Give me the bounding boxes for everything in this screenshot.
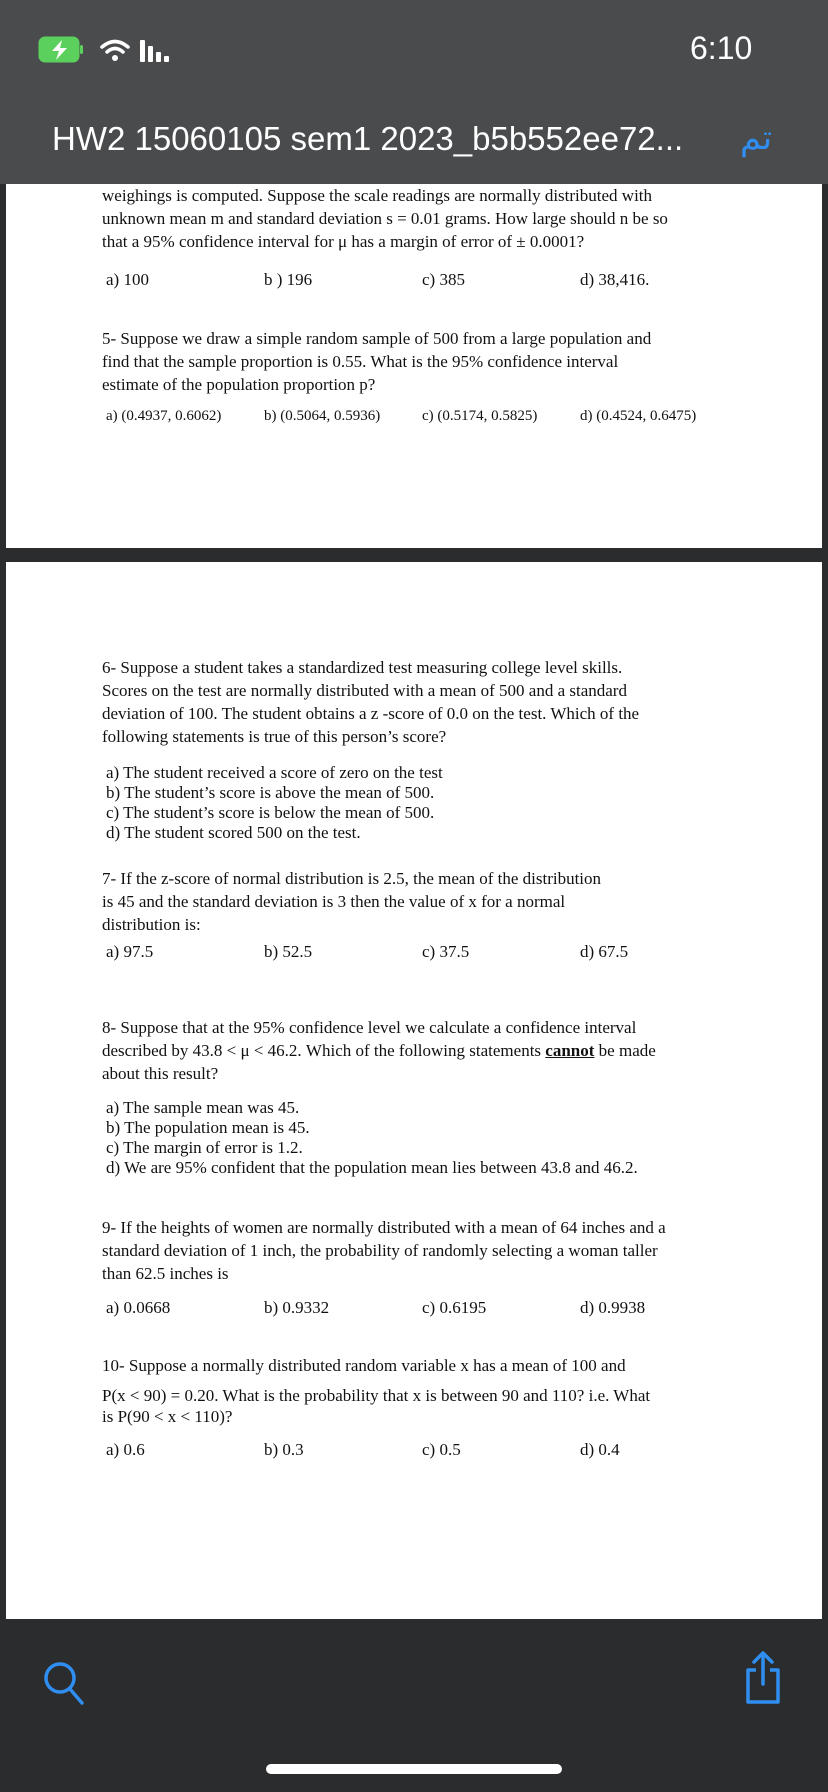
document-title: HW2 15060105 sem1 2023_b5b552ee72...: [52, 120, 684, 157]
question-7-text: is 45 and the standard deviation is 3 then the value of x for a normal: [102, 892, 566, 911]
home-indicator[interactable]: [266, 1764, 562, 1774]
done-button[interactable]: تم: [740, 119, 773, 157]
document-page-1: [6, 184, 822, 548]
question-9-option: b) 0.9332: [264, 1298, 330, 1317]
question-8-option: a) The sample mean was 45.: [106, 1098, 300, 1117]
question-6-option: d) The student scored 500 on the test.: [106, 823, 361, 842]
question-6-option: b) The student’s score is above the mean of 500.: [106, 783, 435, 802]
question-9-option: d) 0.9938: [580, 1298, 646, 1317]
question-4-option: b ) 196: [264, 270, 313, 289]
question-10-option: c) 0.5: [422, 1440, 461, 1459]
question-5-option: c) (0.5174, 0.5825): [422, 408, 538, 424]
question-7-option: c) 37.5: [422, 942, 470, 961]
question-6-text: deviation of 100. The student obtains a z -score of 0.0 on the test. Which of the: [102, 704, 640, 723]
question-6-option: c) The student’s score is below the mean of 500.: [106, 803, 435, 822]
question-8-option: c) The margin of error is 1.2.: [106, 1138, 303, 1157]
status-bar: [0, 0, 828, 100]
emphasis-cannot: cannot: [545, 1041, 595, 1060]
question-4-text: that a 95% confidence interval for μ has a margin of error of ± 0.0001?: [102, 232, 585, 251]
question-10-text: is P(90 < x < 110)?: [102, 1407, 233, 1426]
question-10-option: a) 0.6: [106, 1440, 145, 1459]
question-9-option: a) 0.0668: [106, 1298, 171, 1317]
question-6-option: a) The student received a score of zero on the test: [106, 763, 443, 782]
question-7-option: d) 67.5: [580, 942, 629, 961]
question-9-text: than 62.5 inches is: [102, 1264, 229, 1283]
question-4-text: weighings is computed. Suppose the scale readings are normally distributed with: [102, 186, 653, 205]
question-10-text: 10- Suppose a normally distributed random variable x has a mean of 100 and: [102, 1356, 626, 1375]
question-7-text: distribution is:: [102, 915, 201, 934]
clock: 6:10: [690, 30, 753, 66]
question-7-option: b) 52.5: [264, 942, 313, 961]
question-4-option: d) 38,416.: [580, 270, 650, 289]
question-6-text: Scores on the test are normally distributed with a mean of 500 and a standard: [102, 681, 627, 700]
question-4-option: a) 100: [106, 270, 149, 289]
question-5-option: d) (0.4524, 0.6475): [580, 408, 697, 424]
share-icon[interactable]: [742, 1650, 784, 1706]
document-page-2: [6, 562, 822, 1619]
battery-charging-icon: [38, 36, 84, 63]
search-icon[interactable]: [42, 1658, 86, 1708]
question-9-option: c) 0.6195: [422, 1298, 487, 1317]
question-5-option: b) (0.5064, 0.5936): [264, 408, 381, 424]
question-10-option: b) 0.3: [264, 1440, 304, 1459]
top-bar: [0, 0, 828, 184]
question-7-text: 7- If the z-score of normal distribution is 2.5, the mean of the distribution: [102, 869, 602, 888]
question-10-text: P(x < 90) = 0.20. What is the probability that x is between 90 and 110? i.e. What: [102, 1386, 651, 1405]
question-4-option: c) 385: [422, 270, 465, 289]
question-7-option: a) 97.5: [106, 942, 154, 961]
question-8-text: 8- Suppose that at the 95% confidence level we calculate a confidence interval: [102, 1018, 637, 1037]
question-6-text: 6- Suppose a student takes a standardized test measuring college level skills.: [102, 658, 623, 677]
question-9-text: 9- If the heights of women are normally distributed with a mean of 64 inches and a: [102, 1218, 666, 1237]
question-8-text: described by 43.8 < μ < 46.2. Which of the following statements cannot be made: [102, 1041, 656, 1060]
question-8-option: d) We are 95% confident that the population mean lies between 43.8 and 46.2.: [106, 1158, 638, 1177]
question-10-option: d) 0.4: [580, 1440, 620, 1459]
cellular-signal-icon: [138, 36, 178, 62]
question-5-text: find that the sample proportion is 0.55. What is the 95% confidence interval: [102, 352, 619, 371]
question-8-text: about this result?: [102, 1064, 219, 1083]
question-8-option: b) The population mean is 45.: [106, 1118, 310, 1137]
question-4-text: unknown mean m and standard deviation s = 0.01 grams. How large should n be so: [102, 209, 668, 228]
question-5-text: 5- Suppose we draw a simple random sample of 500 from a large population and: [102, 329, 652, 348]
question-5-option: a) (0.4937, 0.6062): [106, 408, 222, 424]
wifi-icon: [100, 38, 130, 62]
question-5-text: estimate of the population proportion p?: [102, 375, 376, 394]
question-9-text: standard deviation of 1 inch, the probability of randomly selecting a woman taller: [102, 1241, 658, 1260]
question-6-text: following statements is true of this person’s score?: [102, 727, 447, 746]
